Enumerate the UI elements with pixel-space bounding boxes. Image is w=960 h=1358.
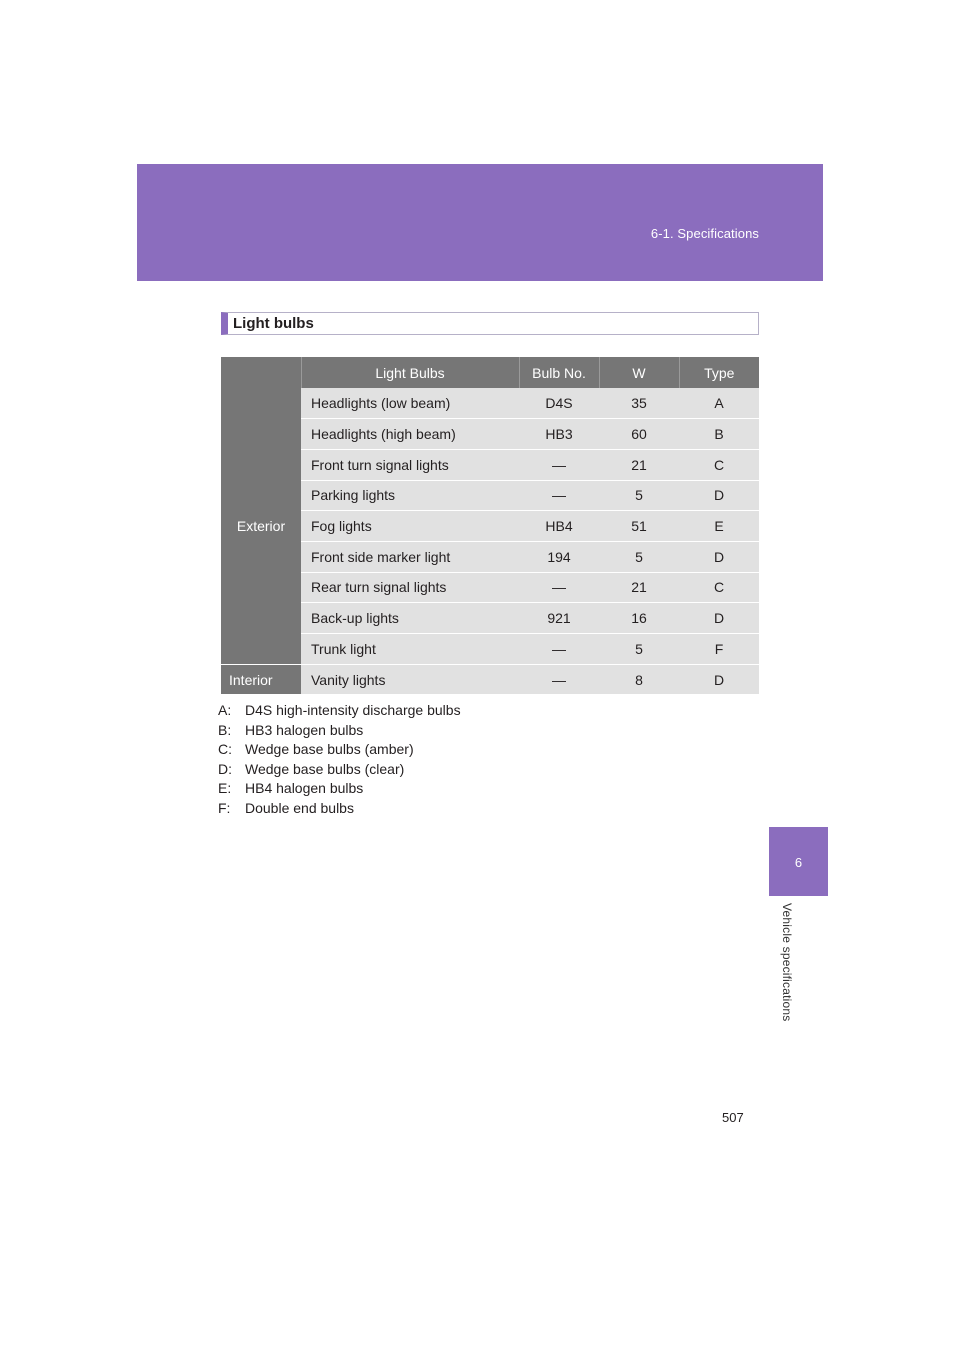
legend-text: Wedge base bulbs (clear) (245, 760, 405, 777)
bulb-wattage: 8 (599, 664, 679, 695)
group-label: Exterior (221, 388, 301, 664)
table-row (221, 634, 759, 665)
bulb-number: — (519, 634, 599, 665)
header-section-title: 6-1. Specifications (650, 226, 759, 241)
bulb-number: — (519, 572, 599, 603)
bulb-number: — (519, 664, 599, 695)
bulb-type: E (679, 511, 759, 542)
bulb-type: F (679, 634, 759, 665)
legend-item (218, 799, 461, 819)
bulb-number: 921 (519, 603, 599, 634)
column-header: Bulb No. (519, 357, 599, 388)
bulb-type: D (679, 603, 759, 634)
legend-item (218, 721, 461, 741)
chapter-tab (769, 827, 828, 896)
bulb-type: C (679, 572, 759, 603)
bulb-name: Parking lights (301, 480, 519, 511)
page-number: 507 (722, 1110, 744, 1125)
bulb-type: D (679, 664, 759, 695)
section-heading (221, 312, 759, 335)
bulb-type: A (679, 388, 759, 419)
table-row (221, 511, 759, 542)
bulb-type: D (679, 480, 759, 511)
table-header-row (221, 357, 759, 388)
legend-key: A: (218, 702, 232, 718)
bulb-name: Headlights (high beam) (301, 419, 519, 450)
bulb-number: — (519, 449, 599, 480)
bulb-number: D4S (519, 388, 599, 419)
light-bulbs-table (221, 357, 759, 695)
group-label: Interior (221, 664, 301, 695)
bulb-wattage: 60 (599, 419, 679, 450)
bulb-type: D (679, 541, 759, 572)
section-title-text: Light bulbs (233, 315, 314, 332)
bulb-number: — (519, 480, 599, 511)
column-header: W (599, 357, 679, 388)
bulb-wattage: 5 (599, 480, 679, 511)
bulb-name: Back-up lights (301, 603, 519, 634)
table-row (221, 388, 759, 419)
legend-text: Double end bulbs (245, 799, 354, 816)
legend-key: F: (218, 799, 231, 816)
column-header: Light Bulbs (301, 357, 519, 388)
table-row (221, 541, 759, 572)
legend-text: HB3 halogen bulbs (245, 721, 364, 738)
table-row (221, 419, 759, 450)
legend-item (218, 760, 461, 780)
table-row (221, 603, 759, 634)
bulb-wattage: 21 (599, 449, 679, 480)
legend-item (218, 779, 461, 799)
bulb-name: Front side marker light (301, 541, 519, 572)
bulb-name: Front turn signal lights (301, 449, 519, 480)
legend-text: HB4 halogen bulbs (245, 780, 364, 796)
legend-key: C: (218, 741, 232, 757)
legend-item (218, 701, 461, 721)
table-row (221, 449, 759, 480)
bulb-wattage: 16 (599, 603, 679, 634)
legend-key: B: (218, 721, 232, 738)
header-band (137, 164, 823, 281)
bulb-wattage: 21 (599, 572, 679, 603)
bulb-number: 194 (519, 541, 599, 572)
chapter-number: 6 (794, 855, 803, 870)
bulb-number: HB3 (519, 419, 599, 450)
bulb-type: C (679, 449, 759, 480)
bulb-name: Rear turn signal lights (301, 572, 519, 603)
table-body (221, 388, 759, 695)
legend-item (218, 740, 461, 760)
legend-key: E: (218, 780, 232, 796)
bulb-name: Fog lights (301, 511, 519, 542)
column-header (221, 357, 301, 388)
legend-key: D: (218, 760, 232, 777)
bulb-wattage: 5 (599, 634, 679, 665)
bulb-name: Headlights (low beam) (301, 388, 519, 419)
bulb-name: Trunk light (301, 634, 519, 665)
table-row (221, 480, 759, 511)
bulb-wattage: 5 (599, 541, 679, 572)
bulb-type: B (679, 419, 759, 450)
column-header: Type (679, 357, 759, 388)
bulb-wattage: 35 (599, 388, 679, 419)
table-row (221, 664, 759, 695)
bulb-type-legend (218, 701, 461, 818)
legend-text: Wedge base bulbs (amber) (245, 741, 414, 757)
bulb-number: HB4 (519, 511, 599, 542)
legend-text: D4S high-intensity discharge bulbs (245, 702, 461, 718)
bulb-name: Vanity lights (301, 664, 519, 695)
bulb-wattage: 51 (599, 511, 679, 542)
chapter-label: Vehicle specifications (780, 903, 794, 1022)
table-row (221, 572, 759, 603)
